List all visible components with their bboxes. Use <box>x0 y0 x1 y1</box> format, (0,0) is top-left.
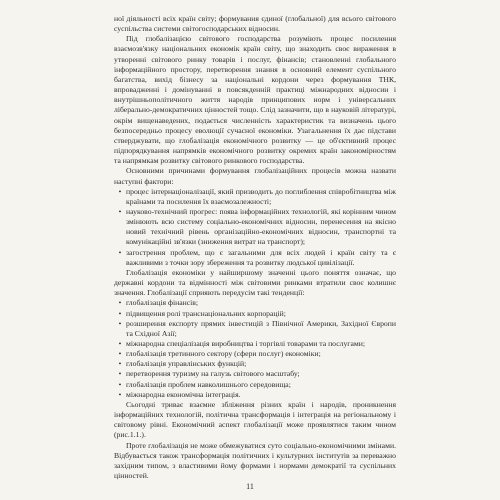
paragraph: Сьогодні триває взаємне збліження різних країн і народів, проникнення інформаційних технологій, політична трансформація і інтеграція на регіональному і світовому рівні. Економічний аспект глобалізації може проявлятися таким чином (рис.1.1.). <box>114 399 396 440</box>
factors-list <box>114 187 396 268</box>
page-body <box>114 14 396 481</box>
list-item-text: міжнародна спеціалізація виробництва і торгівлі товарами та послугами; <box>126 339 365 348</box>
list-item <box>114 319 396 339</box>
list-item <box>114 390 396 400</box>
list-item-text: науково-технічний прогрес: поява інформаційних технологій, які корінним чином змінюють всю систему соціально-економічних відносин, перенесення на якісно новий технічний рівень організаційно-економічних відносин, транспортні та комунікаційні зв'язки (зниження витрат на транспорт); <box>126 206 396 247</box>
bullet-icon: • <box>118 318 122 328</box>
bullet-icon: • <box>118 206 122 216</box>
list-item <box>114 349 396 359</box>
list-item-text: розширення експорту прямих інвестицій з Північної Америки, Західної Європи та Східної Азії; <box>126 318 396 338</box>
bullet-icon: • <box>118 349 122 359</box>
list-item-text: глобалізація проблем навколишнього середовища; <box>126 379 291 389</box>
paragraph: Глобалізація економіки у найширшому значенні цього поняття означає, що державні кордони та відмінності між світовими ринками втратили своє колишнє значення. Глобалізації сприяють передусім такі тенденції: <box>114 267 396 298</box>
paragraph: ної діяльності всіх країн світу; формування єдиної (глобальної) для всього світового суспільства системи світогосподарських відносин. <box>114 14 396 34</box>
list-item-text: глобалізація третинного сектору (сфери послуг) економіки; <box>126 349 321 359</box>
bullet-icon: • <box>118 308 122 318</box>
list-item-text: підвищення ролі транснаціональних корпорацій; <box>126 308 286 318</box>
bullet-icon: • <box>118 369 122 379</box>
list-item <box>114 380 396 390</box>
list-item-text: глобалізація управлінських функцій; <box>126 359 247 369</box>
list-item-text: перетворення туризму на галузь світового масштабу; <box>126 369 300 379</box>
list-item <box>114 207 396 248</box>
list-item <box>114 359 396 369</box>
list-item-text: глобалізація фінансів; <box>126 298 199 308</box>
bullet-icon: • <box>118 339 122 348</box>
list-item-text: процес інтернаціоналізації, який призводить до поглиблення співробітництва між країнами та посилення їх взаємозалежності; <box>126 186 396 206</box>
bullet-icon: • <box>118 247 122 257</box>
list-item-text: міжнародна економічна інтеграція. <box>126 389 241 399</box>
paragraph: Проте глобалізація не може обмежуватися суто соціально-економічними змінами. Відбувається також трансформація політичних і культурних інститутів за переважно західним типом, з властивими йому формами і нормами демократії та суспільних цінностей. <box>114 440 396 481</box>
list-item <box>114 309 396 319</box>
list-item <box>114 339 396 349</box>
bullet-icon: • <box>118 389 122 399</box>
page-number: 11 <box>246 482 254 491</box>
bullet-icon: • <box>118 186 122 196</box>
trends-list <box>114 298 396 400</box>
list-item <box>114 369 396 379</box>
list-item-text: загострення проблем, що є загальними для всіх людей і країн світу та є важливими з точки зору збереження та розвитку людської цивілізації. <box>126 247 396 267</box>
bullet-icon: • <box>118 359 122 369</box>
paragraph: Під глобалізацією світового господарства розуміють процес посилення взаємозв'язку національних економік країн світу, що знаходить своє вираження в утворенні світового ринку товарів і послуг, фінансів; становленні глобального інформаційного простору, перетворення знання в основний елемент суспільного багатства, вихід бізнесу за національні кордони через формування ТНК, впровадженні і домінуванні в повсякденній практиці міжнародних відносин і внутрішньополітичного життя народів принципових норм і універсальних ліберально-демократичних цінностей тощо. Слід зазначити, що в науковій літературі, окрім вищенаведених, подається численність характеристик та визначень цього безпосередньо процесу еволюції сучасної економіки. Узагальнення їх дає підстави стверджувати, що глобалізація економічного розвитку — це об'єктивний процес підпорядкування напрямків економічного розвитку окремих країн закономірностям та напрямкам розвитку світового ринкового господарства. <box>114 34 396 166</box>
paragraph: Основними причинами формування глобалізаційних процесів можна назвати наступні фактори: <box>114 166 396 186</box>
list-item <box>114 248 396 268</box>
list-item <box>114 187 396 207</box>
bullet-icon: • <box>118 298 122 308</box>
bullet-icon: • <box>118 379 122 389</box>
list-item <box>114 298 396 308</box>
